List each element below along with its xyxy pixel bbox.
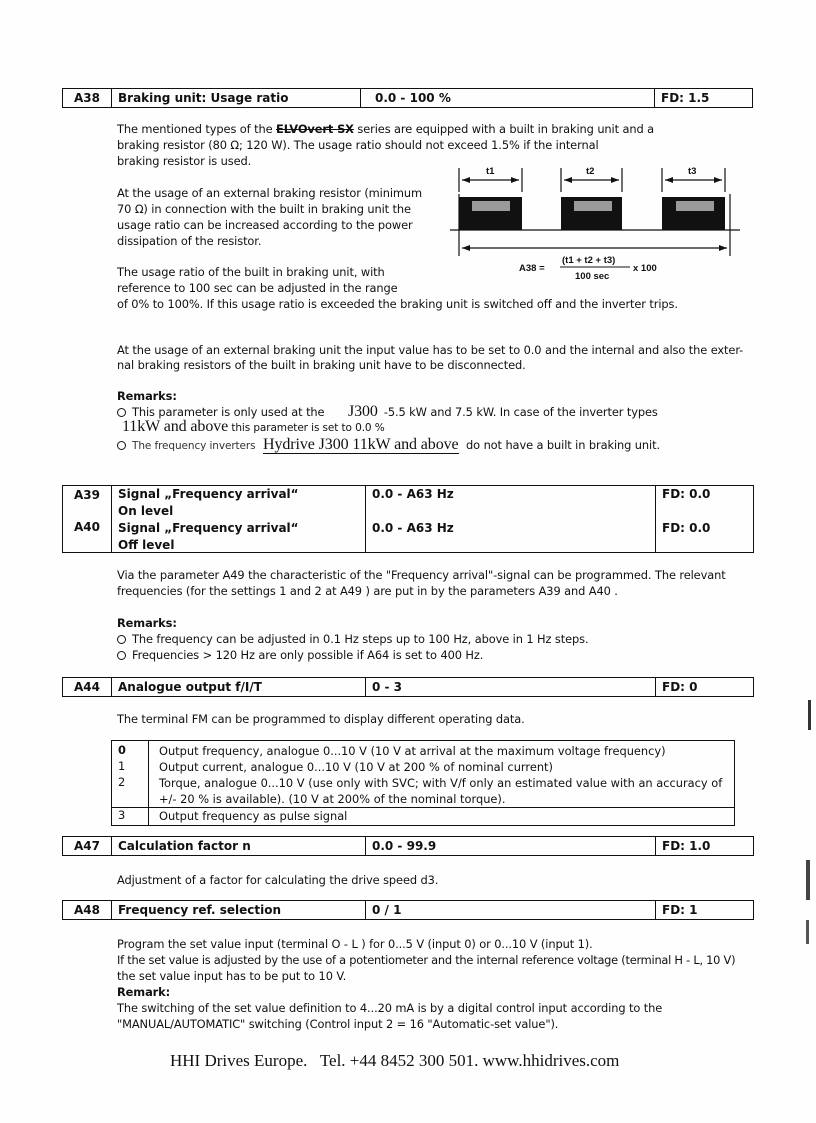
a48-remark-0: The switching of the set value definition to 4...20 mA is by a digital control input according to the bbox=[117, 1001, 663, 1015]
model-name: J300 bbox=[348, 403, 378, 420]
a38-ext-2: usage ratio can be increased according to the power bbox=[117, 218, 413, 232]
a38-ratio-2: of 0% to 100%. If this usage ratio is exceeded the braking unit is switched off and the inverter trips. bbox=[117, 297, 678, 311]
a39-remark-0 bbox=[117, 631, 589, 647]
range-line: 0.0 - A63 Hz bbox=[372, 487, 454, 501]
param-name-a39 bbox=[111, 486, 365, 552]
remark-text: The frequency can be adjusted in 0.1 Hz steps up to 100 Hz, above in 1 Hz steps. bbox=[132, 632, 589, 646]
param-name: Analogue output f/I/T bbox=[111, 678, 365, 696]
name-line: Signal „Frequency arrival“ bbox=[118, 521, 299, 535]
remark-text: The frequency inverters bbox=[132, 440, 256, 452]
param-fd: FD: 1 bbox=[655, 901, 755, 919]
a39-remarks-title: Remarks: bbox=[117, 616, 177, 630]
remark-text-b: do not have a built in braking unit. bbox=[466, 438, 660, 452]
scan-edge-mark bbox=[806, 920, 809, 944]
bullet-circle-icon bbox=[117, 408, 126, 417]
range-line: 0.0 - A63 Hz bbox=[372, 521, 454, 535]
option-key: 0 bbox=[118, 743, 126, 757]
fd-line: FD: 0.0 bbox=[662, 487, 711, 501]
formula-multiplier: x 100 bbox=[633, 263, 657, 274]
option-key: 3 bbox=[118, 808, 126, 822]
option-desc: Output current, analogue 0...10 V (10 V at 200 % of nominal current) bbox=[159, 760, 553, 774]
param-range: 0 - 3 bbox=[365, 678, 655, 696]
struck-series-name: ELVOvert SX bbox=[276, 122, 354, 136]
a38-line3: braking resistor is used. bbox=[117, 154, 252, 168]
formula-numerator: (t1 + t2 + t3) bbox=[562, 255, 616, 266]
param-name: Calculation factor n bbox=[111, 837, 365, 855]
bullet-circle-icon bbox=[117, 441, 126, 450]
a38-ext-1: 70 Ω) in connection with the built in braking unit the bbox=[117, 202, 411, 216]
a48-line-2: the set value input has to be put to 10 V. bbox=[117, 969, 347, 983]
a38-remarks-title: Remarks: bbox=[117, 389, 177, 403]
model-range: Hydrive J300 11kW and above bbox=[263, 436, 459, 453]
param-code: A38 bbox=[74, 91, 100, 105]
param-name: Braking unit: Usage ratio bbox=[111, 89, 360, 107]
option-desc: Torque, analogue 0...10 V (use only with SVC; with V/f only an estimated value with an accuracy of bbox=[159, 776, 723, 790]
param-header-a44 bbox=[62, 677, 754, 697]
param-name: Frequency ref. selection bbox=[111, 901, 365, 919]
a39-text-0: Via the parameter A49 the characteristic of the "Frequency arrival"-signal can be programmed. The relevant bbox=[117, 568, 726, 582]
page-footer: HHI Drives Europe. Tel. +44 8452 300 501. www.hhidrives.com bbox=[170, 1051, 620, 1070]
param-range: 0.0 - 100 % bbox=[360, 89, 654, 107]
a38-remark-2 bbox=[117, 437, 660, 454]
scan-edge-mark bbox=[808, 700, 811, 730]
t2-label: t2 bbox=[586, 166, 595, 177]
param-code-a40: A40 bbox=[74, 520, 100, 534]
power-range: 11kW and above bbox=[122, 418, 229, 435]
param-fd: FD: 1.0 bbox=[655, 837, 755, 855]
a48-line-0: Program the set value input (terminal O - L ) for 0...5 V (input 0) or 0...10 V (input 1). bbox=[117, 937, 593, 951]
a38-ratio-0: The usage ratio of the built in braking unit, with bbox=[117, 265, 385, 279]
a38-ratio-1: reference to 100 sec can be adjusted in the range bbox=[117, 281, 398, 295]
bullet-circle-icon bbox=[117, 635, 126, 644]
param-header-a47 bbox=[62, 836, 754, 856]
param-code-a39: A39 bbox=[74, 488, 100, 502]
param-range: 0 / 1 bbox=[365, 901, 655, 919]
a38-intro-part2: series are equipped with a built in braking unit and a bbox=[353, 122, 655, 136]
param-header-a39-a40 bbox=[62, 485, 754, 553]
option-key: 2 bbox=[118, 775, 126, 789]
a38-line2: braking resistor (80 Ω; 120 W). The usage ratio should not exceed 1.5% if the internal bbox=[117, 138, 599, 152]
option-desc: +/- 20 % is available). (10 V at 200% of the nominal torque). bbox=[159, 792, 506, 806]
param-header-a48 bbox=[62, 900, 754, 920]
param-header-a38 bbox=[62, 88, 753, 108]
braking-timing-diagram bbox=[450, 160, 750, 285]
a38-remark-1-cont bbox=[122, 419, 385, 436]
param-code: A44 bbox=[74, 680, 100, 694]
option-key: 1 bbox=[118, 759, 126, 773]
a38-ext-0: At the usage of an external braking resistor (minimum bbox=[117, 186, 423, 200]
remark-text-c: this parameter is set to 0.0 % bbox=[228, 422, 385, 434]
name-line: Signal „Frequency arrival“ bbox=[118, 487, 299, 501]
remark-text: This parameter is only used at the bbox=[132, 405, 325, 419]
name-line: On level bbox=[118, 504, 174, 518]
scan-edge-mark bbox=[806, 860, 810, 900]
formula-denominator: 100 sec bbox=[575, 271, 610, 282]
t3-label: t3 bbox=[688, 166, 697, 177]
param-fd: FD: 1.5 bbox=[654, 89, 754, 107]
option-desc: Output frequency, analogue 0...10 V (10 V at arrival at the maximum voltage frequency) bbox=[159, 744, 666, 758]
param-range: 0.0 - 99.9 bbox=[365, 837, 655, 855]
a38-ext-3: dissipation of the resistor. bbox=[117, 234, 262, 248]
a38-intro bbox=[117, 121, 717, 137]
a48-remark-1: "MANUAL/AUTOMATIC" switching (Control input 2 = 16 "Automatic-set value"). bbox=[117, 1017, 559, 1031]
a48-remark-title: Remark: bbox=[117, 985, 171, 999]
param-code: A48 bbox=[74, 903, 100, 917]
param-fd: FD: 0 bbox=[655, 678, 755, 696]
remark-text-b: -5.5 kW and 7.5 kW. In case of the inverter types bbox=[383, 405, 658, 419]
fd-line: FD: 0.0 bbox=[662, 521, 711, 535]
bullet-circle-icon bbox=[117, 651, 126, 660]
t1-label: t1 bbox=[486, 166, 495, 177]
option-desc: Output frequency as pulse signal bbox=[159, 809, 348, 823]
param-code: A47 bbox=[74, 839, 100, 853]
formula-lhs: A38 = bbox=[519, 263, 545, 274]
a38-intro-part: The mentioned types of the bbox=[117, 122, 277, 136]
name-line: Off level bbox=[118, 538, 175, 552]
remark-text: Frequencies > 120 Hz are only possible if A64 is set to 400 Hz. bbox=[132, 648, 484, 662]
a38-extunit-0: At the usage of an external braking unit the input value has to be set to 0.0 and the internal and also the exter- bbox=[117, 343, 744, 357]
param-range-a39 bbox=[365, 486, 655, 552]
a48-line-1: If the set value is adjusted by the use of a potentiometer and the internal reference voltage (terminal H - L, 10 V) bbox=[117, 953, 736, 967]
a44-text: The terminal FM can be programmed to display different operating data. bbox=[117, 712, 525, 726]
param-fd-a39 bbox=[655, 486, 755, 552]
a39-remark-1 bbox=[117, 647, 483, 663]
a47-text: Adjustment of a factor for calculating the drive speed d3. bbox=[117, 873, 439, 887]
a44-options-table bbox=[111, 740, 735, 826]
a38-extunit-1: nal braking resistors of the built in braking unit have to be disconnected. bbox=[117, 358, 526, 372]
a39-text-1: frequencies (for the settings 1 and 2 at A49 ) are put in by the parameters A39 and A40 . bbox=[117, 584, 618, 598]
